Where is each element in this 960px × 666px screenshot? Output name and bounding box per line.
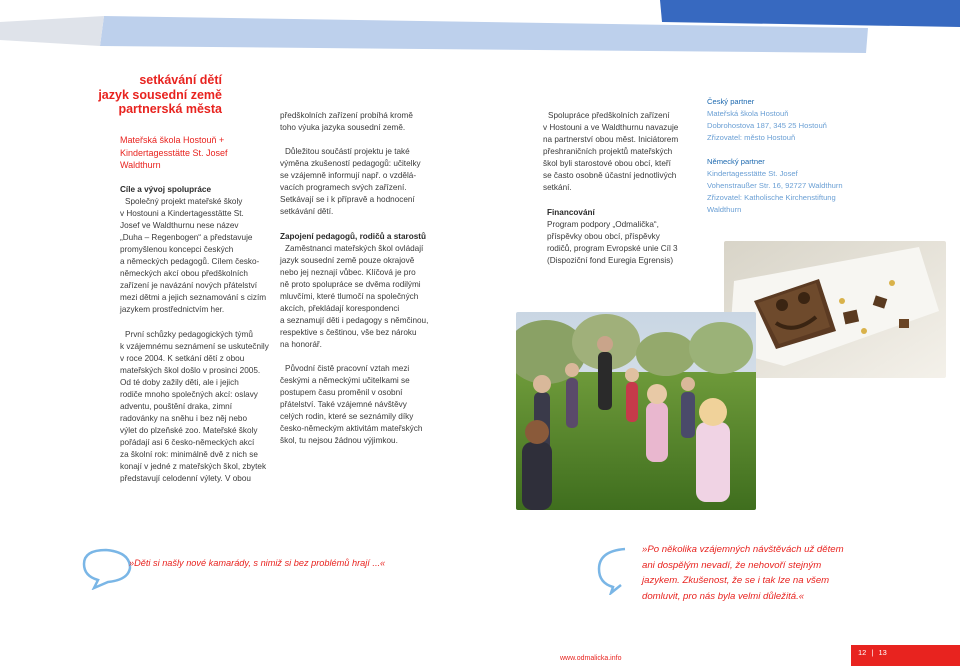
de-partner-label: Německý partner xyxy=(707,157,765,166)
quote-line: ani dospělým nevadí, že nehovoří stejným xyxy=(642,559,822,571)
right-speech-bubble xyxy=(591,545,631,595)
partners-block xyxy=(707,96,843,216)
col1-para1 xyxy=(120,196,266,316)
text-line: „Duha – Regenbogen“ a představuje xyxy=(120,233,253,242)
partner-line: Vohenstraußer Str. 16, 92727 Waldthurn xyxy=(707,181,843,190)
text-line: výměna zkušeností pedagogů: učitelky xyxy=(280,159,421,168)
heading-line: jazyk sousední země xyxy=(98,87,222,102)
text-line: za školní rok: minimálně dvě z nich se xyxy=(120,450,258,459)
text-line: promyšlenou koncepci českých xyxy=(120,245,234,254)
text-line: radovánky na sněhu i bez něj nebo xyxy=(120,414,247,423)
text-line: Důležitou součástí projektu je také xyxy=(285,147,410,156)
text-line: setkávání dětí. xyxy=(280,207,334,216)
goal-heading: Cíle a vývoj spolupráce xyxy=(120,185,212,194)
website-link[interactable]: www.odmalicka.info xyxy=(560,655,622,662)
text-line: konají v jedné z mateřských škol, zbytek xyxy=(120,462,267,471)
heading-line: setkávání dětí xyxy=(139,73,222,87)
quote-line: domluvit, pro nás byla velmi důležitá.« xyxy=(642,590,805,602)
text-line: na partnerství obou měst. Iniciátorem xyxy=(543,135,679,144)
text-line: pořádají asi 6 česko-německých akcí xyxy=(120,438,255,447)
children-photo xyxy=(516,312,756,510)
text-line: setkání. xyxy=(543,183,572,192)
header-stripes xyxy=(0,0,960,60)
text-line: předškolních zařízení probíhá kromě xyxy=(280,111,413,120)
text-line: Spolupráce předškolních zařízení xyxy=(548,111,670,120)
page-number-left: 12 xyxy=(858,648,867,657)
text-line: postupem času proměnil v osobní xyxy=(280,388,403,397)
page-numbers xyxy=(858,648,887,657)
stripe-blue xyxy=(660,0,960,27)
financing-text xyxy=(547,219,678,267)
text-line: Josef ve Waldthurnu nese název xyxy=(120,221,239,230)
partner-line: Zřizovatel: město Hostouň xyxy=(707,133,796,142)
cz-partner-label: Český partner xyxy=(707,97,755,106)
col2-para1 xyxy=(280,110,413,134)
text-line: představují celodenní výlety. V obou xyxy=(120,474,251,483)
text-line: První schůzky pedagogických týmů xyxy=(125,330,253,339)
right-quote xyxy=(642,542,844,604)
financing-heading: Financování xyxy=(547,208,595,217)
text-line: jazykem prostřednictvím her. xyxy=(120,305,225,314)
text-line: přeshraničních projektů mateřských xyxy=(543,147,673,156)
cake-photo xyxy=(724,241,946,378)
partner-line: Dobrohostova 187, 345 25 Hostouň xyxy=(707,121,827,130)
page-heading xyxy=(98,73,222,117)
text-line: příspěvky obou obcí, příspěvky xyxy=(547,232,660,241)
text-line: a seznamují děti i pedagogy s němčinou, xyxy=(280,316,429,325)
text-line: k vzájemnému seznámení se uskutečnily xyxy=(120,342,269,351)
text-line: rodičů, program Evropské unie Cíl 3 xyxy=(547,244,678,253)
text-line: adventu, pouštění draka, zimní xyxy=(120,402,232,411)
partner-line: Kindertagesstätte St. Josef xyxy=(707,169,798,178)
text-line: českými a německými učitelkami se xyxy=(280,376,410,385)
project-title xyxy=(120,134,228,172)
text-line: Zaměstnanci mateřských škol ovládají xyxy=(285,244,424,253)
text-line: v roce 2004. K setkání dětí z obou xyxy=(120,354,245,363)
text-line: mezi dětmi a jejich seznamování s cizím xyxy=(120,293,267,302)
text-line: zařízení je navázání nových přátelství xyxy=(120,281,257,290)
text-line: v Hostouni a Kindertagesstätte St. xyxy=(120,209,244,218)
text-line: se často osobně účastní jednotlivých xyxy=(543,171,677,180)
text-line: česko-německým aktivitám mateřských xyxy=(280,424,423,433)
text-line: Setkávají se i k přípravě a hodnocení xyxy=(280,195,415,204)
text-line: Od té doby zažily děti, ale i jejich xyxy=(120,378,239,387)
partner-line: Mateřská škola Hostouň xyxy=(707,109,789,118)
page-number-right: 13 xyxy=(878,648,887,657)
text-line: přátelství. Také vzájemné návštěvy xyxy=(280,400,407,409)
text-line: (Dispoziční fond Euregia Egrensis) xyxy=(547,256,674,265)
partner-line: Zřizovatel: Katholische Kirchenstiftung xyxy=(707,193,836,202)
col3-para1 xyxy=(543,110,678,194)
heading-line: partnerská města xyxy=(118,102,222,116)
text-line: celých rodin, které se seznámily díky xyxy=(280,412,414,421)
partner-line: Waldthurn xyxy=(707,205,742,214)
text-line: v Hostouni a ve Waldthurnu navazuje xyxy=(543,123,679,132)
col2-para4 xyxy=(280,363,422,447)
text-line: jazyk sousední země pouze okrajově xyxy=(280,256,415,265)
text-line: německých akcí obou předškolních xyxy=(120,269,248,278)
text-line: a německých pedagogů. Cílem česko- xyxy=(120,257,260,266)
text-line: toho výuka jazyka sousední země. xyxy=(280,123,406,132)
text-line: ně proto spolupráce se dvěma rodilými xyxy=(280,280,421,289)
text-line: se vzájemně informují např. o vzdělá- xyxy=(280,171,417,180)
quote-line: jazykem. Zkušenost, že se i tak lze na všem xyxy=(642,575,830,586)
text-line: vacích programech svých zařízení. xyxy=(280,183,407,192)
text-line: výlet do plzeňské zoo. Mateřské školy xyxy=(120,426,258,435)
project-title-line: Kindertagesstätte St. Josef xyxy=(120,147,228,158)
involvement-heading: Zapojení pedagogů, rodičů a starostů xyxy=(280,232,427,241)
text-line: mateřských škol došlo v prosinci 2005. xyxy=(120,366,261,375)
text-line: akcích, překládají korespondenci xyxy=(280,304,400,313)
col1-para2 xyxy=(120,329,269,485)
left-quote: »Děti si našly nové kamarády, s nimiž si bez problémů hrají ...« xyxy=(129,558,386,568)
text-line: na honorář. xyxy=(280,340,322,349)
col2-para2 xyxy=(280,146,421,218)
quote-line: »Po několika vzájemných návštěvách už dětem xyxy=(642,544,844,555)
text-line: rodiče mnoho společných akcí: oslavy xyxy=(120,390,258,399)
text-line: škol byli starostové obou obcí, kteří xyxy=(543,159,671,168)
text-line: Původní čistě pracovní vztah mezi xyxy=(285,364,410,373)
text-line: škol, tu nejsou žádnou výjimkou. xyxy=(280,436,398,445)
text-line: respektive s češtinou, vše bez nároku xyxy=(280,328,417,337)
col2-para3 xyxy=(280,243,428,351)
page-separator: | xyxy=(871,648,874,657)
project-title-line: Mateřská škola Hostouň + xyxy=(120,135,225,145)
text-line: nebo jej neznají vůbec. Klíčová je pro xyxy=(280,268,416,277)
project-title-line: Waldthurn xyxy=(120,160,161,170)
text-line: Program podpory „Odmalička“, xyxy=(547,220,659,229)
text-line: Společný projekt mateřské školy xyxy=(125,197,243,206)
text-line: mluvčími, které tlumočí na společných xyxy=(280,292,419,301)
